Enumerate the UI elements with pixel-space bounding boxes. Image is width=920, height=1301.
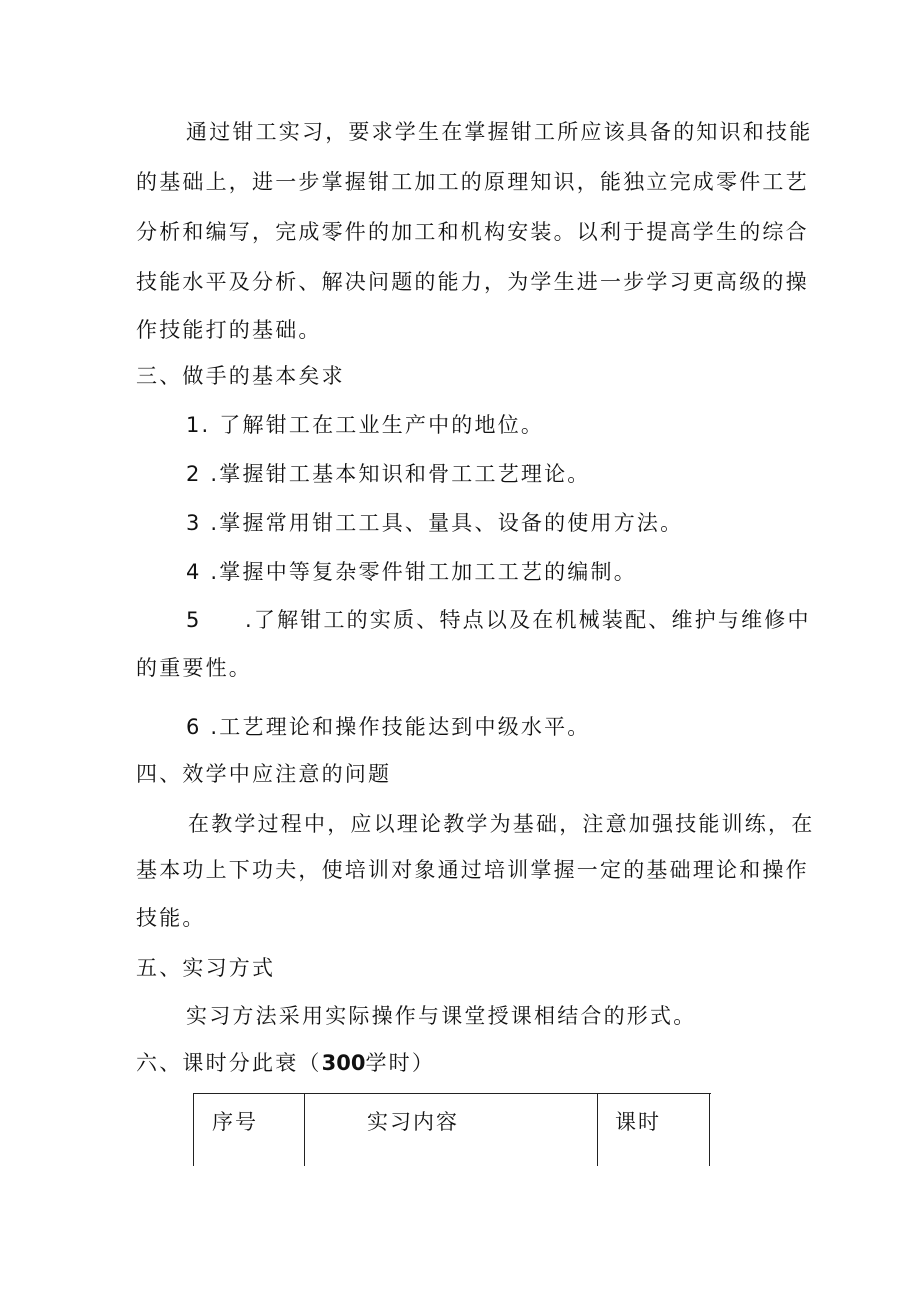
schedule-table (193, 1093, 711, 1166)
table-border-col1 (304, 1094, 305, 1166)
table-border-right (709, 1094, 710, 1166)
intro-line-4: 技能水平及分析、解决问题的能力，为学生进一步学习更高级的操 (136, 270, 809, 294)
section6-heading (136, 1051, 435, 1075)
section4-line-1: 在教学过程中，应以理论教学为基础，注意加强技能训练，在 (188, 812, 815, 836)
section3-heading: 三、做手的基本矣求 (136, 364, 345, 388)
section3-item-5-text: .了解钳工的实质、特点以及在机械装配、维护与维修中 (245, 608, 811, 632)
section3-item-5-number: 5 (186, 608, 202, 632)
section4-line-3: 技能。 (136, 906, 206, 930)
table-header-index: 序号 (212, 1110, 258, 1134)
section6-heading-suffix: 学时） (365, 1051, 436, 1075)
section3-item-3: 3 .掌握常用钳工工具、量具、设备的使用方法。 (186, 511, 684, 535)
section5-heading: 五、实习方式 (136, 956, 276, 980)
intro-line-2: 的基础上，进一步掌握钳工加工的原理知识，能独立完成零件工艺 (136, 170, 809, 194)
section3-item-1: 1. 了解钳工在工业生产中的地位。 (186, 413, 545, 437)
section3-item-6: 6 .工艺理论和操作技能达到中级水平。 (186, 715, 591, 739)
section5-text: 实习方法采用实际操作与课堂授课相结合的形式。 (186, 1004, 697, 1028)
table-header-hours: 课时 (615, 1110, 661, 1134)
intro-line-1: 通过钳工实习，要求学生在掌握钳工所应该具备的知识和技能 (186, 120, 813, 144)
table-border-col2 (597, 1094, 598, 1166)
intro-line-5: 作技能打的基础。 (136, 318, 322, 342)
table-border-left (193, 1094, 194, 1166)
table-header-content: 实习内容 (367, 1110, 459, 1134)
section4-line-2: 基本功上下功夫，使培训对象通过培训掌握一定的基础理论和操作 (136, 858, 809, 882)
section6-heading-prefix: 六、课时分此衰（ (136, 1051, 322, 1075)
section3-item-2: 2 .掌握钳工基本知识和骨工工艺理论。 (186, 462, 591, 486)
section3-item-5-continuation: 的重要性。 (136, 656, 252, 680)
section6-hours-number: 300 (321, 1051, 366, 1075)
section3-item-4: 4 .掌握中等复杂零件钳工加工工艺的编制。 (186, 560, 637, 584)
intro-line-3: 分析和编写，完成零件的加工和机构安装。以利于提高学生的综合 (136, 220, 809, 244)
section4-heading: 四、效学中应注意的问题 (136, 762, 392, 786)
